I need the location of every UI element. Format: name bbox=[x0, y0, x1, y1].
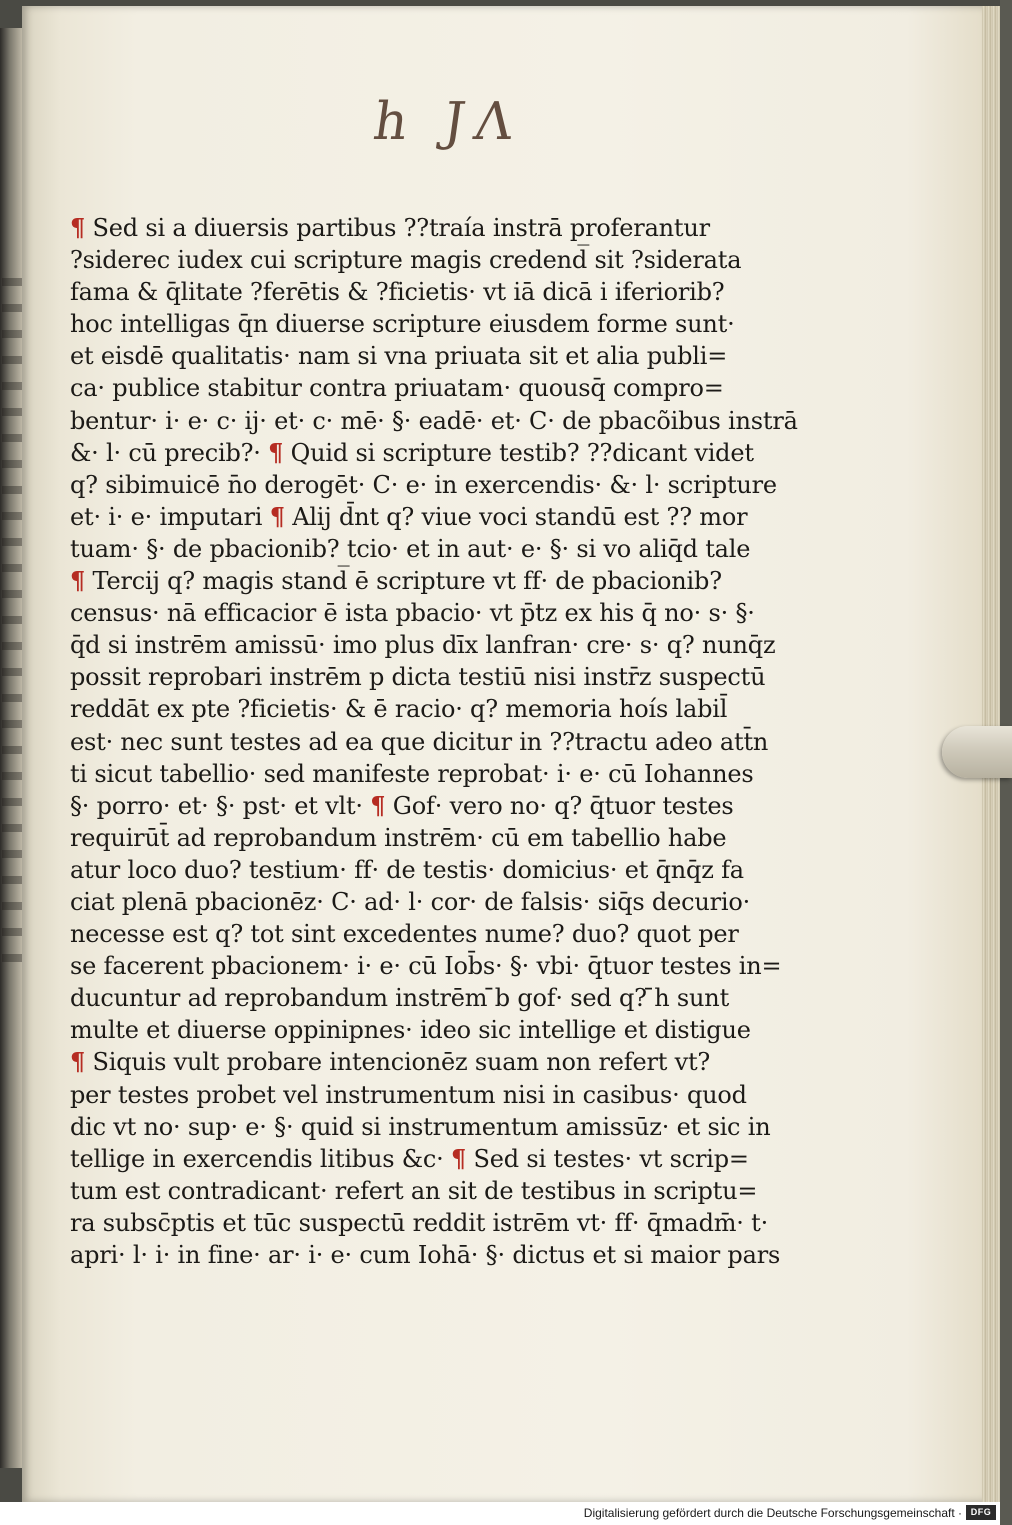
text-line: ?siderec iudex cui scripture magis credend̅ sit ?siderata bbox=[70, 246, 742, 275]
text-line: possit reprobari instrēm p dicta testiū nisi instr̄z suspectū bbox=[70, 663, 766, 692]
incunable-page bbox=[22, 6, 984, 1502]
dfg-logo: DFG bbox=[966, 1505, 996, 1520]
left-page-text-fragment bbox=[2, 278, 22, 978]
text-line: multe et diuerse oppinipnes· ideo sic intellige et distigue bbox=[70, 1016, 751, 1045]
footer-bar bbox=[0, 1502, 1000, 1525]
text-line: hoc intelligas q̄n diuerse scripture eiusdem forme sunt· bbox=[70, 310, 735, 339]
left-page-edge bbox=[0, 28, 24, 1468]
text-line: se facerent pbacionem· i· e· cū Iob̄s· §· vbi· q̄tuor testes in= bbox=[70, 952, 782, 981]
text-line: ¶ Tercij q? magis stand̅ ē scripture vt ff· de pbacionib? bbox=[70, 566, 722, 596]
text-line: ca· publice stabitur contra priuatam· quousq̄ compro= bbox=[70, 374, 724, 403]
text-line: census· nā efficacior ē ista pbacio· vt p̄tz ex his q̄ no· s· §· bbox=[70, 599, 755, 628]
funding-credit: Digitalisierung gefördert durch die Deutsche Forschungsgemeinschaft · bbox=[583, 1506, 962, 1520]
text-line: requirūt̄ ad reprobandum instrēm· cū em tabellio habe bbox=[70, 823, 727, 852]
text-line: apri· l· i· in fine· ar· i· e· cum Iohā· §· dictus et si maior pars bbox=[70, 1241, 781, 1269]
text-line: ducuntur ad reprobandum instrēm ̄b gof· sed q? ̄h sunt bbox=[70, 984, 730, 1013]
text-line: tellige in exercendis litibus &c· ¶ Sed si testes· vt scrip= bbox=[70, 1143, 749, 1173]
text-line: q̄d si instrēm amissū· imo plus dīx lanfran· cre· s· q? nunq̄z bbox=[70, 631, 776, 660]
text-line: ¶ Siquis vult probare intencionēz suam non refert vt? bbox=[70, 1047, 711, 1077]
handwritten-shelfmark: h JΛ bbox=[369, 92, 527, 152]
text-line: et· i· e· imputari ¶ Alij d̄nt q? viue voci standū est ?? mor bbox=[70, 501, 748, 531]
text-line: tum est contradicant· refert an sit de testibus in scriptu= bbox=[70, 1176, 758, 1205]
paragraph-mark: ¶ bbox=[70, 213, 86, 242]
text-line: est· nec sunt testes ad ea que dicitur in ??tractu adeo att̄n bbox=[70, 727, 769, 756]
text-line: atur loco duo? testium· ff· de testis· domicius· et q̄nq̄z fa bbox=[70, 855, 744, 884]
text-line: et eisdē qualitatis· nam si vna priuata sit et alia publi= bbox=[70, 342, 728, 371]
page-clip bbox=[942, 726, 1012, 778]
text-block bbox=[70, 212, 798, 1271]
text-line: q? sibimuicē n̄o derogēt· C· e· in exercendis· &· l· scripture bbox=[70, 470, 777, 499]
text-line: ¶ Sed si a diuersis partibus ??traía instrā proferantur bbox=[70, 213, 710, 242]
text-line: ra subsc̄ptis et tūc suspectū reddit istrēm vt· ff· q̄madm̄· t· bbox=[70, 1208, 769, 1237]
paragraph-mark: ¶ bbox=[370, 790, 386, 820]
paragraph-mark: ¶ bbox=[451, 1143, 467, 1173]
text-line: fama & q̄litate ?ferētis & ?ficietis· vt iā dicā i iferiorib? bbox=[70, 278, 725, 307]
text-line: per testes probet vel instrumentum nisi in casibus· quod bbox=[70, 1080, 747, 1109]
text-line: reddāt ex pte ?ficietis· & ē racio· q? memoria hoís labil̄ bbox=[70, 695, 728, 724]
text-line: dic vt no· sup· e· §· quid si instrumentum amissūz· et sic in bbox=[70, 1112, 771, 1141]
text-line: ciat plenā pbacionēz· C· ad· l· cor· de falsis· siq̄s decurio· bbox=[70, 887, 751, 916]
paragraph-mark: ¶ bbox=[269, 501, 285, 531]
text-line: &· l· cū precib?· ¶ Quid si scripture testib? ??dicant videt bbox=[70, 437, 754, 467]
paragraph-mark: ¶ bbox=[70, 566, 86, 596]
text-line: bentur· i· e· c· ij· et· c· mē· §· eadē· et· C· de pbacõibus instrā bbox=[70, 406, 798, 435]
paragraph-mark: ¶ bbox=[268, 437, 284, 467]
text-line: §· porro· et· §· pst· et vlt· ¶ Gof· vero no· q? q̄tuor testes bbox=[70, 790, 734, 820]
text-line: tuam· §· de pbacionib? tcio· et in aut· e· §· si vo aliq̄d tale bbox=[70, 534, 751, 563]
text-line: ti sicut tabellio· sed manifeste reprobat· i· e· cū Iohannes bbox=[70, 759, 754, 788]
text-line: necesse est q? tot sint excedentes nume? duo? quot per bbox=[70, 920, 739, 949]
paragraph-mark: ¶ bbox=[70, 1047, 86, 1077]
